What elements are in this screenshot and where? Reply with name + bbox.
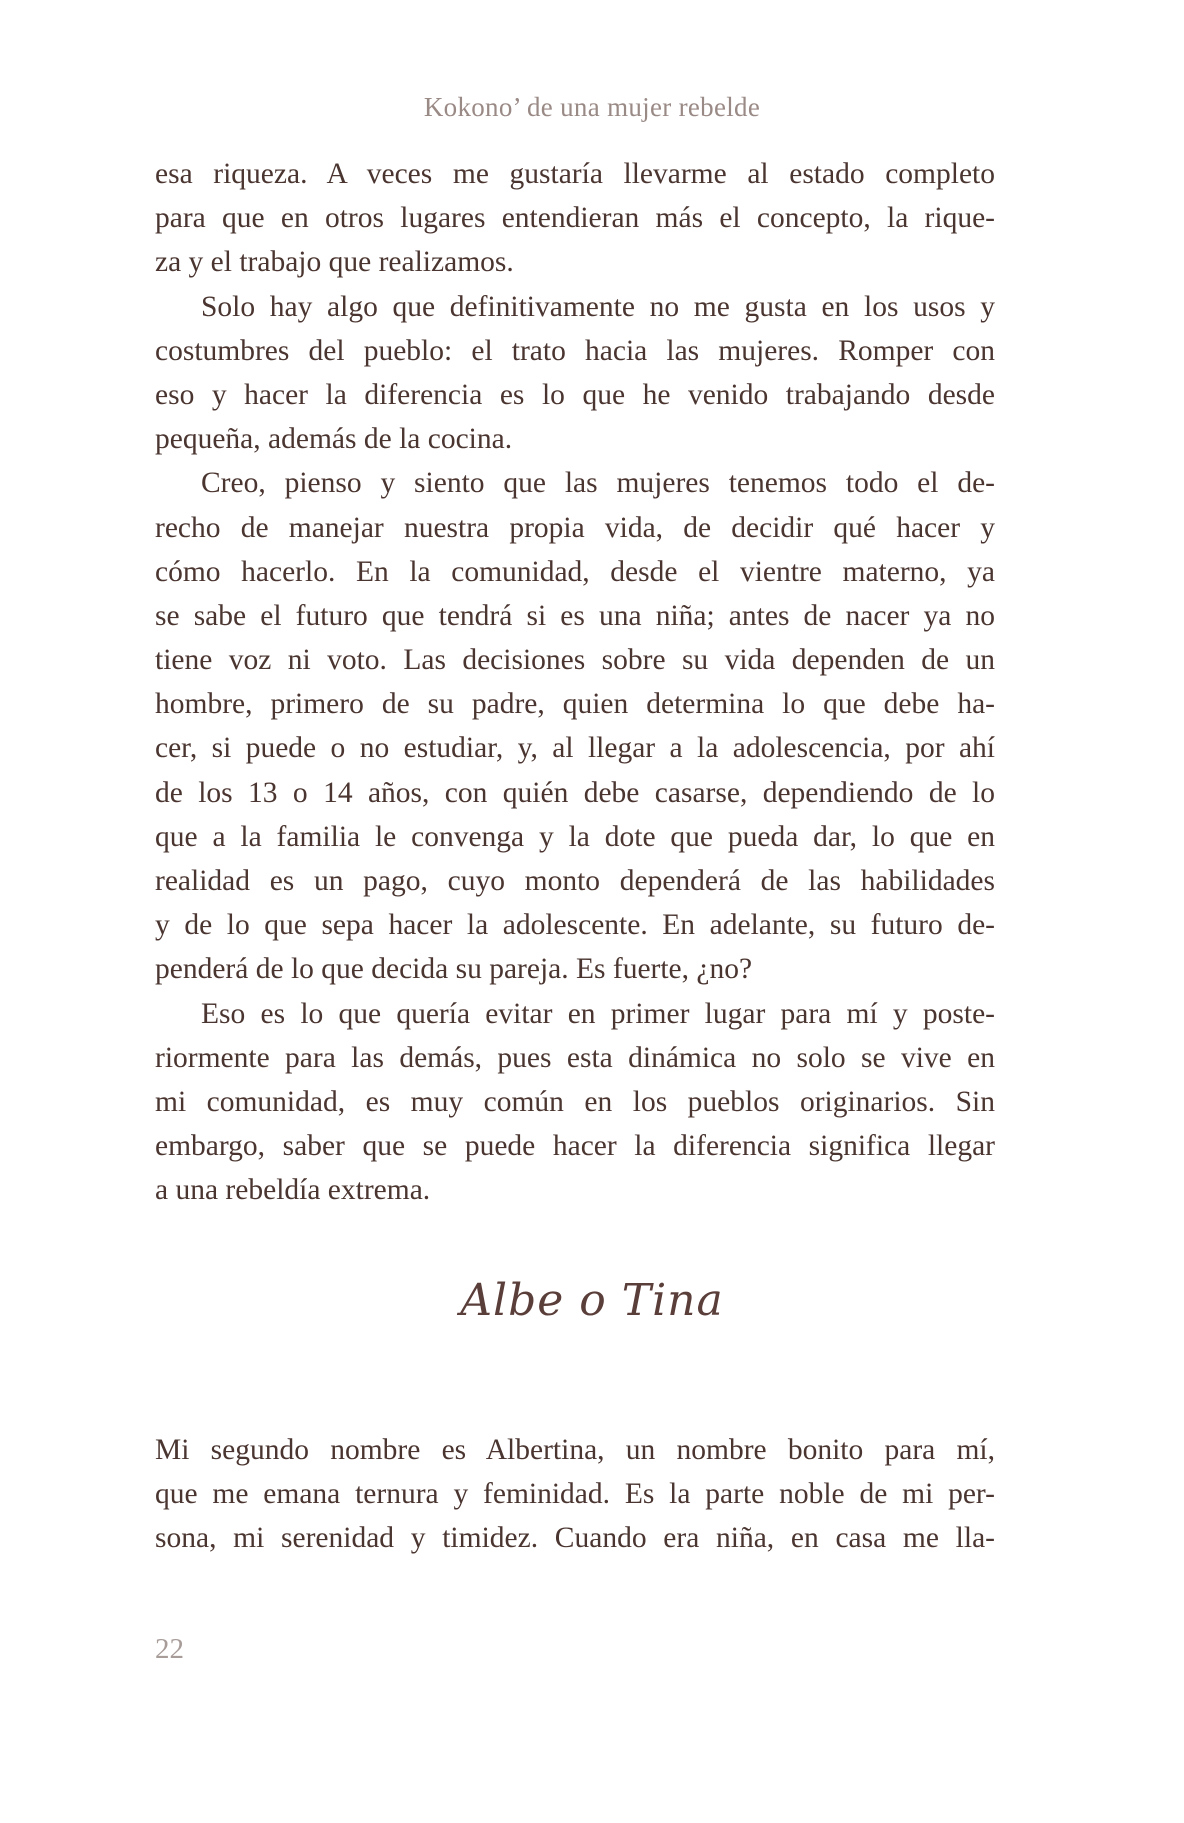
text-line: embargo, saber que se puede hacer la diferencia significa llegar	[155, 1130, 995, 1163]
text-line: que a la familia le convenga y la dote que pueda dar, lo que en	[155, 820, 995, 853]
text-line: se sabe el futuro que tendrá si es una niña; antes de nacer ya no	[155, 599, 995, 632]
text-line: mi comunidad, es muy común en los pueblos originarios. Sin	[155, 1085, 995, 1118]
text-line: tiene voz ni voto. Las decisiones sobre su vida dependen de un	[155, 644, 995, 677]
text-line: Eso es lo que quería evitar en primer lugar para mí y poste-	[201, 997, 995, 1030]
text-line: pequeña, además de la cocina.	[155, 423, 513, 456]
text-line: que me emana ternura y feminidad. Es la parte noble de mi per-	[155, 1478, 995, 1511]
text-line: costumbres del pueblo: el trato hacia las mujeres. Romper con	[155, 334, 995, 367]
text-line: sona, mi serenidad y timidez. Cuando era niña, en casa me lla-	[155, 1522, 995, 1555]
text-line: riormente para las demás, pues esta dinámica no solo se vive en	[155, 1041, 995, 1074]
text-line: cómo hacerlo. En la comunidad, desde el vientre materno, ya	[155, 555, 995, 588]
text-line: penderá de lo que decida su pareja. Es fuerte, ¿no?	[155, 953, 753, 986]
text-line: para que en otros lugares entendieran más el concepto, la rique-	[155, 202, 995, 235]
text-line: recho de manejar nuestra propia vida, de decidir qué hacer y	[155, 511, 995, 544]
text-line: hombre, primero de su padre, quien determina lo que debe ha-	[155, 688, 995, 721]
text-line: esa riqueza. A veces me gustaría llevarme al estado completo	[155, 158, 995, 190]
text-line: Solo hay algo que definitivamente no me gusta en los usos y	[201, 290, 995, 323]
running-head: Kokono’ de una mujer rebelde	[423, 92, 761, 122]
text-line: Creo, pienso y siento que las mujeres tenemos todo el de-	[201, 467, 995, 500]
section-title: Albe o Tina	[460, 1275, 724, 1326]
text-line: de los 13 o 14 años, con quién debe casarse, dependiendo de lo	[155, 776, 995, 809]
text-line: a una rebeldía extrema.	[155, 1174, 431, 1207]
text-line: eso y hacer la diferencia es lo que he venido trabajando desde	[155, 378, 995, 411]
body-text-top	[155, 152, 995, 1213]
body-text-bottom	[155, 1428, 995, 1561]
text-line: realidad es un pago, cuyo monto dependerá de las habilidades	[155, 865, 995, 897]
text-line: cer, si puede o no estudiar, y, al llegar a la adolescencia, por ahí	[155, 732, 995, 765]
page-number: 22	[155, 1633, 184, 1665]
text-line: y de lo que sepa hacer la adolescente. En adelante, su futuro de-	[155, 909, 995, 942]
text-line: Mi segundo nombre es Albertina, un nombre bonito para mí,	[155, 1434, 995, 1466]
text-line: za y el trabajo que realizamos.	[155, 246, 514, 279]
